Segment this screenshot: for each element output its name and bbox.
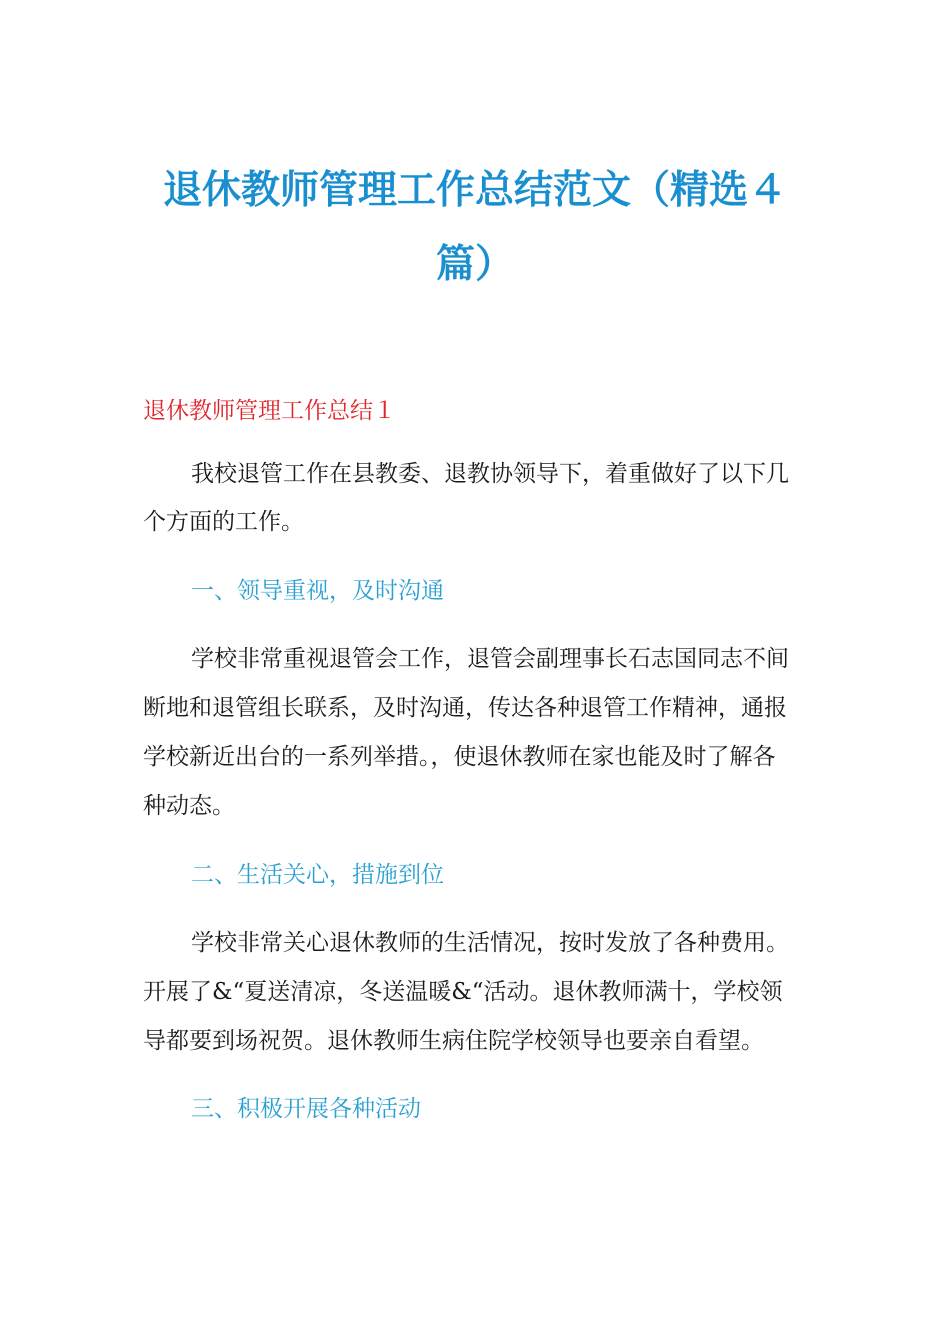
document-title-line-2: 篇） xyxy=(435,242,514,287)
part2-line-2: 开展了&“夏送清凉，冬送温暖&“活动。退休教师满十，学校领 xyxy=(143,979,783,1005)
part1-line-2: 断地和退管组长联系，及时沟通，传达各种退管工作精神，通报 xyxy=(143,695,787,721)
part1-line-1: 学校非常重视退管会工作，退管会副理事长石志国同志不间 xyxy=(191,646,789,672)
part1-heading: 一、领导重视，及时沟通 xyxy=(191,578,444,604)
document-title-line-1: 退休教师管理工作总结范文（精选４ xyxy=(162,168,787,213)
intro-line-2: 个方面的工作。 xyxy=(143,509,304,535)
part3-heading: 三、积极开展各种活动 xyxy=(191,1096,421,1122)
part2-line-1: 学校非常关心退休教师的生活情况，按时发放了各种费用。 xyxy=(191,930,789,956)
part1-line-3: 学校新近出台的一系列举措。，使退休教师在家也能及时了解各 xyxy=(143,744,776,770)
part1-line-4: 种动态。 xyxy=(143,793,235,819)
intro-line-1: 我校退管工作在县教委、退教协领导下，着重做好了以下几 xyxy=(191,461,789,487)
part2-heading: 二、生活关心，措施到位 xyxy=(191,862,444,888)
section-heading: 退休教师管理工作总结１ xyxy=(143,398,396,424)
part2-line-3: 导都要到场祝贺。退休教师生病住院学校领导也要亲自看望。 xyxy=(143,1028,764,1054)
